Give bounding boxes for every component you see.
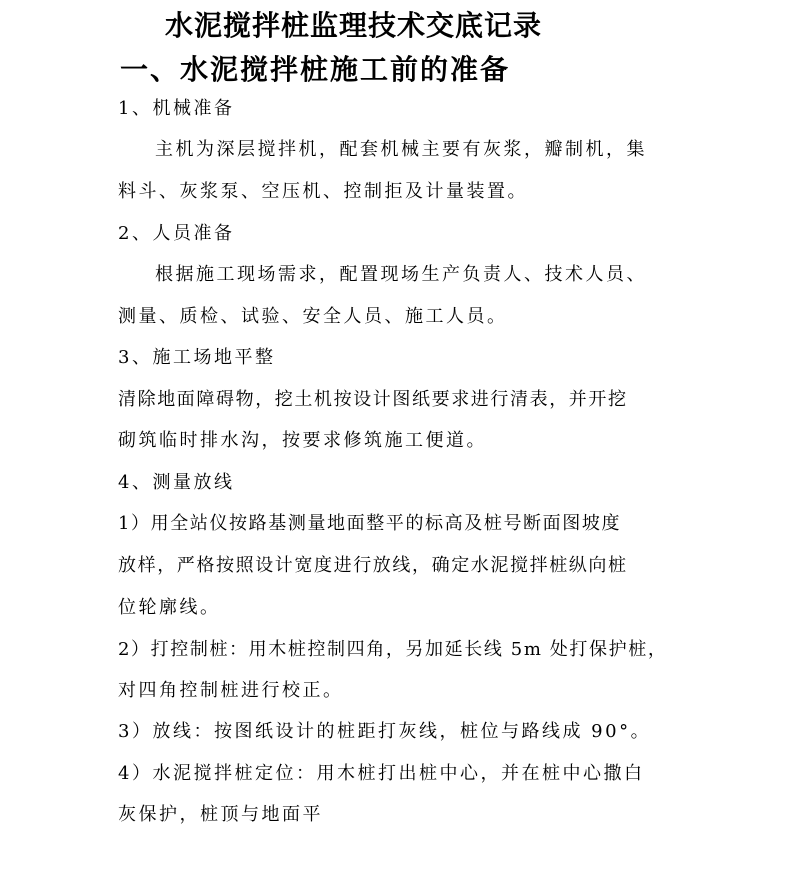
subheading-personnel: 2、人员准备 <box>118 223 235 244</box>
paragraph-line: 放样，严格按照设计宽度进行放线，确定水泥搅拌桩纵向桩 <box>118 555 628 576</box>
paragraph-line: 砌筑临时排水沟，按要求修筑施工便道。 <box>118 430 487 451</box>
paragraph-line: 测量、质检、试验、安全人员、施工人员。 <box>118 306 508 327</box>
paragraph-line: 对四角控制桩进行校正。 <box>118 680 344 701</box>
paragraph-line: 灰保护，桩顶与地面平 <box>118 804 323 825</box>
paragraph-line: 位轮廓线。 <box>118 597 221 618</box>
subheading-machinery: 1、机械准备 <box>118 98 235 119</box>
document-title: 水泥搅拌桩监理技术交底记录 <box>165 9 543 42</box>
subheading-survey: 4、测量放线 <box>118 472 235 493</box>
paragraph-line: 4）水泥搅拌桩定位：用木桩打出桩中心，并在桩中心撒白 <box>118 763 645 784</box>
paragraph-line: 主机为深层搅拌机，配套机械主要有灰浆，瓣制机，集 <box>155 139 647 160</box>
paragraph-line: 清除地面障碍物，挖土机按设计图纸要求进行清表，并开挖 <box>118 389 628 410</box>
subheading-site-leveling: 3、施工场地平整 <box>118 347 276 368</box>
paragraph-line: 根据施工现场需求，配置现场生产负责人、技术人员、 <box>155 264 647 285</box>
paragraph-line: 料斗、灰浆泵、空压机、控制拒及计量装置。 <box>118 181 528 202</box>
section-heading: 一、水泥搅拌桩施工前的准备 <box>120 53 511 86</box>
paragraph-line: 2）打控制桩：用木桩控制四角，另加延长线 5m 处打保护桩， <box>118 639 668 660</box>
paragraph-line: 1）用全站仪按路基测量地面整平的标高及桩号断面图坡度 <box>118 513 622 534</box>
paragraph-line: 3）放线：按图纸设计的桩距打灰线，桩位与路线成 90°。 <box>118 721 652 742</box>
